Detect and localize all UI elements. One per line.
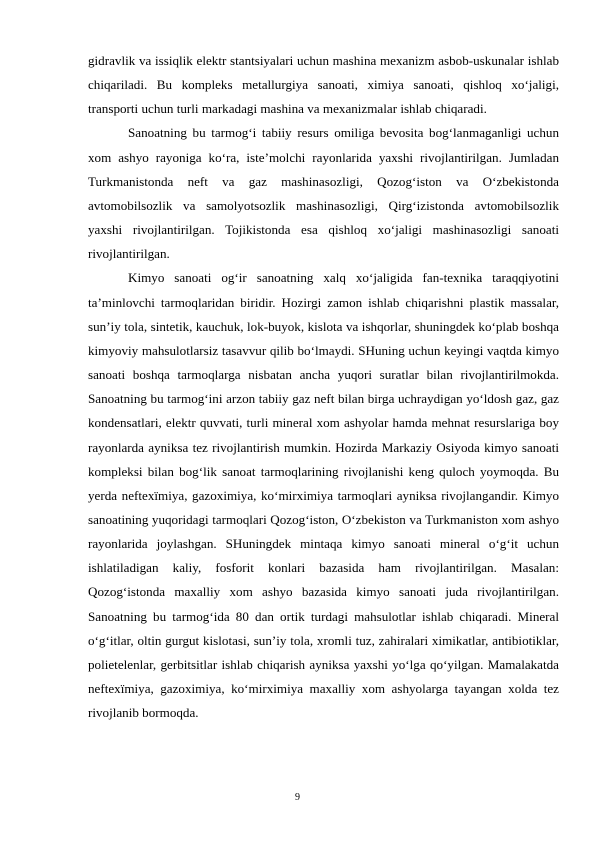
paragraph-mechanical-engineering: Sanoatning bu tarmog‘i tabiiy resurs omiliga bevosita bog‘lanmaganligi uchun xom ashyo rayoniga ko‘ra, iste’molchi rayonlarida yaxshi rivojlantirilgan. Jumladan Turkmanistonda neft va gaz mashinasozligi, Qozog‘iston va O‘zbekistonda avtomobilsozlik va samolyotsozlik mashinasozligi, Qirg‘izistonda avtomobilsozlik yaxshi rivojlantirilgan. Tojikistonda esa qishloq xo‘jaligi mashinasozligi sanoati rivojlantirilgan.: [88, 125, 559, 262]
page-number: 9: [295, 792, 300, 803]
paragraph-continuation: gidravlik va issiqlik elektr stantsiyalari uchun mashina mexanizm asbob-uskunalar ishlab chiqariladi. Bu kompleks metallurgiya sanoati, ximiya sanoati, qishloq xo‘jaligi, transporti uchun turli markadagi mashina va mexanizmalar ishlab chiqaradi.: [88, 53, 559, 117]
document-page: [88, 49, 559, 725]
paragraph-chemical-industry: Kimyo sanoati og‘ir sanoatning xalq xo‘jaligida fan-texnika taraqqiyotini ta’minlovchi tarmoqlaridan biridir. Hozirgi zamon ishlab chiqarishni plastik massalar, sun’iy tola, sintetik, kauchuk, lok-buyok, kislota va ishqorlar, shuningdek ko‘plab boshqa kimyoviy mahsulotlarsiz tasavvur qilib bo‘lmaydi. SHuning uchun keyingi vaqtda kimyo sanoati boshqa tarmoqlarga nisbatan ancha yuqori suratlar bilan rivojlantirilmokda. Sanoatning bu tarmog‘ini arzon tabiiy gaz neft bilan birga uchraydigan yo‘ldosh gaz, gaz kondensatlari, elektr quvvati, turli mineral xom ashyolar hamda mehnat resurslariga boy rayonlarda ayniksa tez rivojlantirish mumkin. Hozirda Markaziy Osiyoda kimyo sanoati kompleksi bilan bog‘lik sanoat tarmoqlarining rivojlanishi keng quloch yoymoqda. Bu yerda neftexïmiya, gazoximiya, ko‘mirximiya tarmoqlari ayniksa rivojlangandir. Kimyo sanoatining yuqoridagi tarmoqlari Qozog‘iston, O‘zbekiston va Turkmaniston xom ashyo rayonlarida joylashgan. SHuningdek mintaqa kimyo sanoati mineral o‘g‘it uchun ishlatiladigan kaliy, fosforit konlari bazasida ham rivojlantirilgan. Masalan: Qozog‘istonda maxalliy xom ashyo bazasida kimyo sanoati juda rivojlantirilgan. Sanoatning bu tarmog‘ida 80 dan ortik turdagi mahsulotlar ishlab chiqaradi. Mineral o‘g‘itlar, oltin gurgut kislotasi, sun’iy tola, xromli tuz, zahiralari ximikatlar, antibiotiklar, polietelenlar, gerbitsitlar ishlab chiqarish ayniksa yaxshi yo‘lga qo‘yilgan. Mamalakatda neftexïmiya, gazoximiya, ko‘mirximiya maxalliy xom ashyolarga tayangan xolda tez rivojlanib bormoqda.: [88, 270, 559, 721]
